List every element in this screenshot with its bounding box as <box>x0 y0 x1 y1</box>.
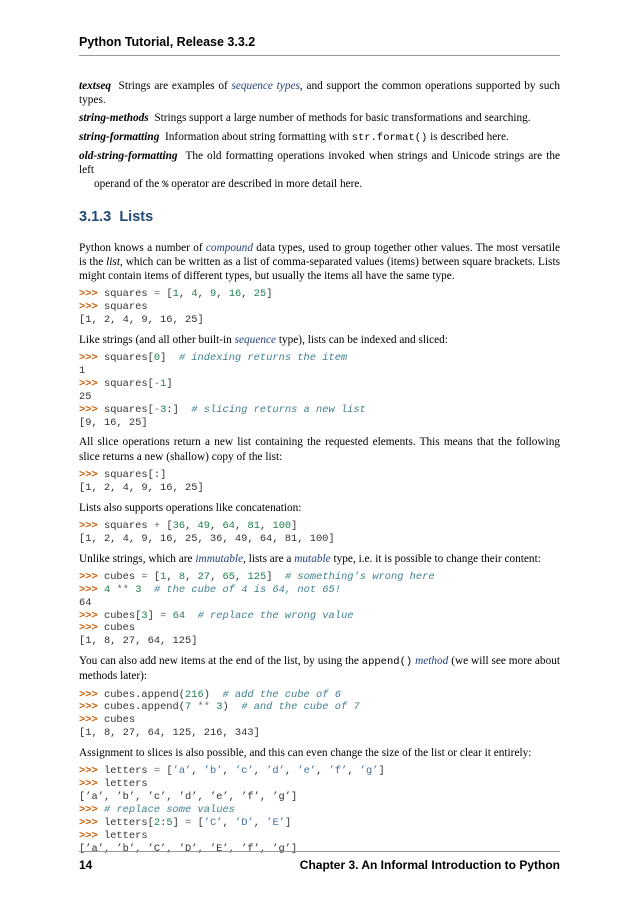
term: old-string-formatting <box>79 149 178 162</box>
code-line: >>> squares[-3:] # slicing returns a new list <box>79 403 366 416</box>
paragraph: Like strings (and all other built-in sequence type), lists can be indexed and sliced: <box>79 333 448 346</box>
page-number: 14 <box>79 858 93 872</box>
link-immutable[interactable]: immutable <box>195 552 244 565</box>
code-line: >>> cubes.append(7 ** 3) # and the cube of 7 <box>79 701 360 714</box>
section-heading: 3.1.3 Lists <box>79 209 154 226</box>
code-line: >>> letters[2:5] = [’C’, ’D’, ’E’] <box>79 816 292 829</box>
inline-code: % <box>162 179 169 192</box>
code-line: [1, 8, 27, 64, 125] <box>79 635 198 648</box>
paragraph: Python knows a number of compound data types, used to group together other values. The most versatile is the list, which can be written as a list of comma-separated values (items) between square brackets. Lists might contain items of different types, but usually the items all have the same type. <box>79 241 561 283</box>
code-line: >>> squares[:] <box>79 468 167 481</box>
link-compound[interactable]: compound <box>205 241 253 254</box>
paragraph: You can also add new items at the end of the list, by using the append() method (we will see more about methods later): <box>79 655 561 683</box>
code-line: >>> squares[0] # indexing returns the item <box>79 352 348 365</box>
code-block <box>79 288 560 327</box>
link-sequence[interactable]: sequence <box>234 333 277 346</box>
code-line: >>> letters <box>79 829 148 842</box>
code-line: >>> letters = [’a’, ’b’, ’c’, ’d’, ’e’, ’f’, ’g’] <box>79 765 385 778</box>
inline-code: append() <box>361 656 413 669</box>
paragraph: All slice operations return a new list containing the requested elements. This means that the following slice returns a new (shallow) copy of the list: <box>79 436 560 463</box>
definition-old-string-formatting: old-string-formatting The old formatting operations invoked when strings and Unicode strings are the left operand of the % operator are described in more detail here. <box>79 149 560 192</box>
paragraph: Assignment to slices is also possible, and this can even change the size of the list or clear it entirely: <box>79 747 532 760</box>
paragraph: Lists also supports operations like concatenation: <box>79 501 302 514</box>
chapter-title: Chapter 3. An Informal Introduction to Python <box>299 858 560 872</box>
code-line: 25 <box>79 390 92 403</box>
code-block <box>79 352 560 429</box>
page-body <box>79 79 560 862</box>
code-line: >>> cubes.append(216) # add the cube of 6 <box>79 688 341 701</box>
code-line: [’a’, ’b’, ’C’, ’D’, ’E’, ’f’, ’g’] <box>79 842 298 855</box>
code-line: >>> 4 ** 3 # the cube of 4 is 64, not 65! <box>79 583 341 596</box>
definition-string-formatting: string-formatting Information about string formatting with str.format() is described here. <box>79 130 509 144</box>
paragraph: Unlike strings, which are immutable, lists are a mutable type, i.e. it is possible to change their content: <box>79 552 541 565</box>
code-line: >>> letters <box>79 778 148 791</box>
code-block <box>79 765 560 855</box>
code-line: [1, 2, 4, 9, 16, 25] <box>79 314 204 327</box>
link-method[interactable]: method <box>415 655 449 668</box>
link-sequence-types[interactable]: sequence types <box>231 80 300 92</box>
code-line: >>> squares[-1] <box>79 377 173 390</box>
code-line: >>> cubes = [1, 8, 27, 65, 125] # something’s wrong here <box>79 570 435 583</box>
code-line: >>> # replace some values <box>79 804 235 817</box>
definition-textseq: textseq Strings are examples of sequence types, and support the common operations supported by such types. <box>79 80 561 107</box>
definition-string-methods: string-methods Strings support a large number of methods for basic transformations and searching. <box>79 112 531 125</box>
code-line: >>> cubes <box>79 622 136 635</box>
code-block <box>79 520 560 546</box>
code-block <box>79 469 560 495</box>
term: string-formatting <box>79 130 160 143</box>
code-block <box>79 689 560 741</box>
running-header: Python Tutorial, Release 3.3.2 <box>79 35 560 56</box>
code-line: [1, 2, 4, 9, 16, 25, 36, 49, 64, 81, 100] <box>79 532 335 545</box>
code-line: >>> squares <box>79 301 148 314</box>
inline-code: str.format() <box>351 131 428 144</box>
code-block <box>79 571 560 648</box>
term: string-methods <box>79 112 149 125</box>
code-line: 64 <box>79 596 92 609</box>
link-mutable[interactable]: mutable <box>294 552 331 565</box>
code-line: >>> squares = [1, 4, 9, 16, 25] <box>79 288 273 301</box>
running-footer <box>79 851 560 872</box>
code-line: [9, 16, 25] <box>79 416 148 429</box>
code-line: >>> cubes <box>79 714 136 727</box>
code-line: 1 <box>79 365 86 377</box>
code-line: [’a’, ’b’, ’c’, ’d’, ’e’, ’f’, ’g’] <box>79 791 298 804</box>
code-line: [1, 2, 4, 9, 16, 25] <box>79 481 204 494</box>
code-line: >>> squares + [36, 49, 64, 81, 100] <box>79 519 298 532</box>
term: textseq <box>79 80 111 92</box>
code-line: >>> cubes[3] = 64 # replace the wrong value <box>79 609 354 622</box>
code-line: [1, 8, 27, 64, 125, 216, 343] <box>79 727 260 740</box>
